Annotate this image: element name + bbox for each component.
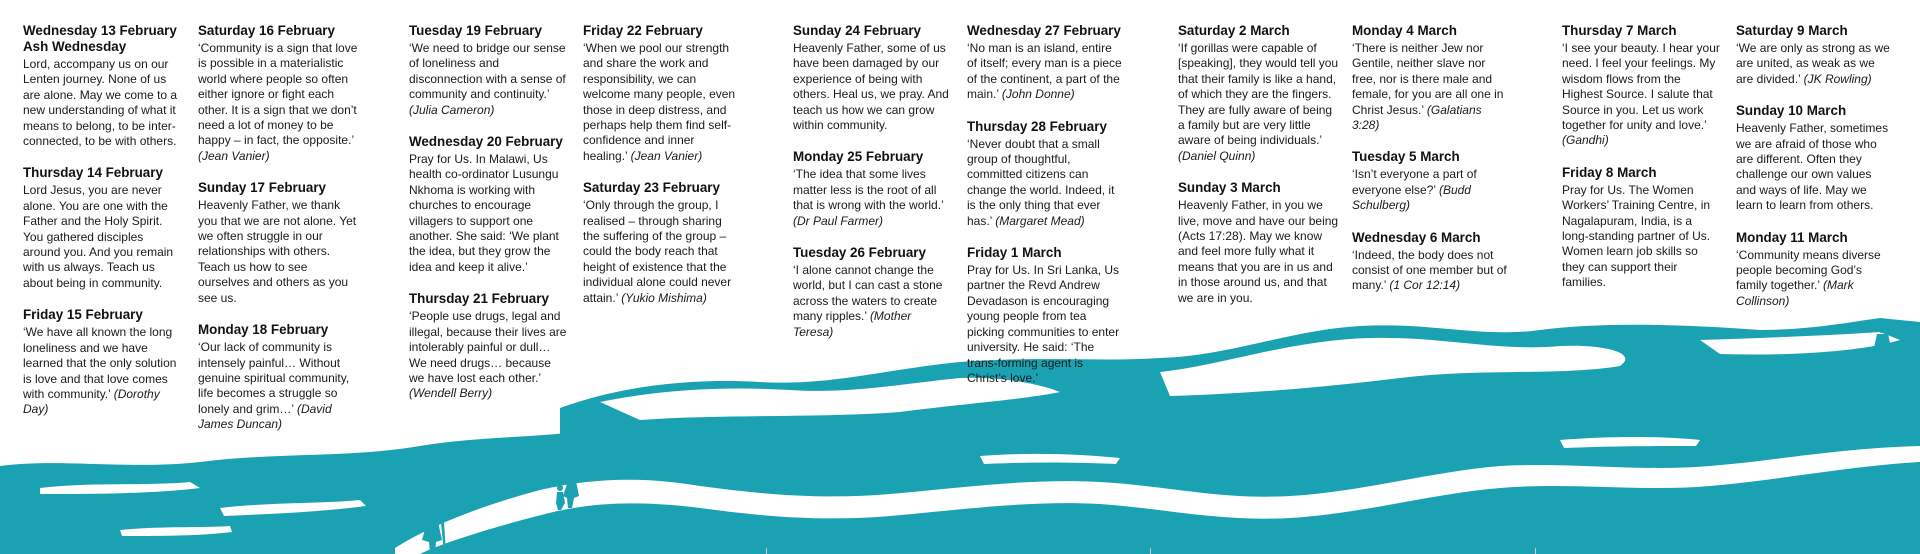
entry [793, 23, 953, 133]
entry [409, 291, 569, 401]
entry-source: (Budd Schulberg) [1352, 182, 1471, 213]
column-3 [409, 23, 569, 402]
entry [23, 23, 181, 149]
entry-text: ‘No man is an island, entire of itself; every man is a piece of the continent, a part of the main.’ (John Donne) [967, 41, 1122, 102]
entry [967, 245, 1125, 386]
entry-source: (Julia Cameron) [409, 102, 495, 117]
entry [1562, 23, 1722, 149]
column-5 [793, 23, 953, 340]
entry-date: Wednesday 20 February [409, 134, 563, 150]
entry-date: Wednesday 27 February [967, 23, 1121, 38]
entry-text: ‘We are only as strong as we are united, as weak as we are divided.’ (JK Rowling) [1736, 41, 1890, 86]
entry [583, 180, 739, 306]
entry-date: Sunday 10 March [1736, 103, 1847, 119]
entry-date: Tuesday 26 February [793, 245, 926, 261]
entry-date: Saturday 2 March [1178, 23, 1290, 38]
entry-date: Wednesday 13 February [23, 23, 177, 38]
entry [1352, 23, 1512, 133]
entry-date: Tuesday 19 February [409, 23, 542, 38]
entry-source: (Gandhi) [1562, 133, 1609, 148]
entry-date: Friday 8 March [1562, 164, 1657, 180]
entry-date: Thursday 7 March [1562, 23, 1677, 38]
entry-source: (David James Duncan) [198, 401, 332, 432]
entry-text: Heavenly Father, we thank you that we are not alone. Yet we often struggle in our relationships with others. Teach us how to see ourselves and others as you see us. [198, 198, 357, 305]
entry [967, 119, 1125, 229]
entry [198, 23, 360, 164]
entry-date: Tuesday 5 March [1352, 149, 1460, 165]
entry [23, 165, 181, 291]
entry-date: Thursday 14 February [23, 165, 163, 181]
entry-date: Thursday 28 February [967, 118, 1107, 134]
entry-source: (John Donne) [1001, 87, 1075, 102]
entry-date: Friday 1 March [967, 245, 1062, 261]
entry-date: Monday 11 March [1736, 229, 1848, 245]
entry-date: Friday 15 February [23, 307, 143, 323]
entry [1352, 230, 1512, 294]
entry-text: Lord Jesus, you are never alone. You are one with the Father and the Holy Spirit. You gathered disciples around you. And you remain with us always. Teach us about being in community. [23, 183, 174, 290]
entry [1178, 180, 1342, 306]
entry-date: Thursday 21 February [409, 291, 549, 307]
entry-text: ‘Community means diverse people becoming God’s family together.’ (Mark Collinson) [1736, 247, 1881, 308]
entry [793, 149, 953, 229]
entry [198, 322, 360, 432]
entry-text: ‘I see your beauty. I hear your need. I feel your feelings. My wisdom flows from the Highest Source. I salute that Source in you. Let us work together for unity and love.’ (Gandhi) [1562, 41, 1720, 148]
entry-source: (Margaret Mead) [995, 213, 1085, 228]
entry [23, 307, 181, 417]
entry [1178, 23, 1342, 164]
entry-source: (1 Cor 12:14) [1389, 278, 1461, 293]
entry-text: Heavenly Father, in you we live, move and have our being (Acts 17:28). May we know and feel more fully what it means that you are in us and in those around us, and that we are in you. [1178, 198, 1339, 305]
entry-source: (Yukio Mishima) [621, 290, 707, 305]
column-8 [1352, 23, 1512, 294]
entry-date: Wednesday 6 March [1352, 229, 1481, 245]
entry-date: Monday 4 March [1352, 23, 1457, 38]
entry [1736, 230, 1894, 310]
entry-text: Lord, accompany us on our Lenten journey. None of us are alone. May we come to a new understanding of what it means to belong, to be inter-connected, to be with others. [23, 57, 178, 149]
entry-date: Sunday 24 February [793, 23, 922, 38]
entry [198, 180, 360, 306]
entry-text: ‘If gorillas were capable of [speaking], they would tell you that their family is like a hand, of which they are the fingers. They are fully aware of being a family but are very little aware of being individuals.’ (Daniel Quinn) [1178, 41, 1339, 163]
entry-source: (Jean Vanier) [198, 148, 270, 163]
entry-source: (JK Rowling) [1803, 71, 1872, 86]
entry [793, 245, 953, 340]
entry-text: ‘Isn’t everyone a part of everyone else?’ (Budd Schulberg) [1352, 167, 1477, 213]
entry-text: ‘When we pool our strength and share the work and responsibility, we can welcome many people, even those in deep distress, and perhaps help them find self-confidence and inner healing.’ (Jean Vanier) [583, 41, 736, 163]
entry-date: Sunday 17 February [198, 180, 327, 196]
entry-text: ‘Our lack of community is intensely painful… Without genuine spiritual community, life becomes a struggle so lonely and grim…’ (David James Duncan) [198, 340, 350, 432]
entry-date: Saturday 9 March [1736, 23, 1848, 38]
entry-source: (Dr Paul Farmer) [793, 213, 884, 228]
entry-text: ‘People use drugs, legal and illegal, because their lives are intolerably painful or dull… We need drugs… because we have lost each other.’ (Wendell Berry) [409, 309, 567, 401]
entry-date: Monday 18 February [198, 322, 329, 338]
entry-text: ‘I alone cannot change the world, but I can cast a stone across the waters to create many ripples.’ (Mother Teresa) [793, 263, 943, 339]
entry-text: ‘Never doubt that a small group of thoughtful, committed citizens can change the world. Indeed, it is the only thing that ever has.’ (Margaret Mead) [967, 136, 1115, 228]
entry-text: ‘Indeed, the body does not consist of one member but of many.’ (1 Cor 12:14) [1352, 247, 1507, 293]
entry-text: Pray for Us. The Women Workers’ Training Centre, in Nagalapuram, India, is a long-standing partner of Us. Women learn job skills so they can support their families. [1562, 182, 1711, 290]
entry-text: Pray for Us. In Malawi, Us health co-ordinator Lusungu Nkhoma is working with churches to encourage villagers to support one another. She said: ‘We plant the idea, but they grow the idea and keep it alive.’ [409, 152, 559, 274]
column-4 [583, 23, 739, 306]
column-1 [23, 23, 181, 418]
entry [1736, 103, 1894, 213]
entry-text: Heavenly Father, some of us have been damaged by our experience of being with others. Heal us, we pray. And teach us how we can grow within community. [793, 41, 949, 133]
entry-text: ‘Only through the group, I realised – through sharing the suffering of the group – could the body reach that height of existence that the individual alone could never attain.’ (Yukio Mishima) [583, 198, 732, 305]
entry-source: (Wendell Berry) [409, 386, 493, 401]
entry-text: ‘Community is a sign that love is possible in a materialistic world where people so often either ignore or fight each other. It is a sign that we don’t need a lot of money to be happy – in fact, the opposite.’ (Jean Vanier) [198, 41, 358, 163]
entry-subtitle: Ash Wednesday [23, 39, 127, 54]
entry-source: (Jean Vanier) [630, 148, 703, 163]
entry-date: Friday 22 February [583, 23, 703, 38]
entry-source: (Daniel Quinn) [1178, 148, 1256, 163]
entry-text: Pray for Us. In Sri Lanka, Us partner the Revd Andrew Devadason is encouraging young people from tea picking communities to enter university. He said: ‘The trans-forming agent is Christ’s love.’ [967, 263, 1120, 385]
column-9 [1562, 23, 1722, 291]
column-2 [198, 23, 360, 433]
entry [409, 23, 569, 118]
entry-date: Sunday 3 March [1178, 180, 1281, 196]
column-6 [967, 23, 1125, 386]
entry-date: Monday 25 February [793, 149, 924, 165]
entry-text: ‘The idea that some lives matter less is the root of all that is wrong with the world.’ (Dr Paul Farmer) [793, 167, 944, 228]
entry-text: ‘There is neither Jew nor Gentile, neither slave nor free, nor is there male and female, for you are all one in Christ Jesus.’ (Galatians 3:28) [1352, 41, 1504, 133]
entry-source: (Galatians 3:28) [1352, 102, 1482, 133]
entry-date: Saturday 23 February [583, 180, 720, 196]
entry-source: (Mother Teresa) [793, 309, 912, 339]
entry-text: Heavenly Father, sometimes we are afraid of those who are different. Often they challenge our own values and ways of life. May we learn to learn from others. [1736, 121, 1889, 213]
entry [409, 134, 569, 275]
entry [583, 23, 739, 164]
entry-source: (Mark Collinson) [1736, 278, 1854, 308]
column-10 [1736, 23, 1894, 309]
entry [967, 23, 1125, 103]
entry-text: ‘We need to bridge our sense of loneliness and disconnection with a sense of community and continuity.’ (Julia Cameron) [409, 41, 566, 117]
entry-text: ‘We have all known the long loneliness and we have learned that the only solution is love and that love comes with community.’ (Dorothy Day) [23, 325, 177, 417]
column-7 [1178, 23, 1342, 306]
entry [1736, 23, 1894, 87]
entry-source: (Dorothy Day) [23, 386, 160, 417]
entry-date: Saturday 16 February [198, 23, 335, 38]
entry [1562, 165, 1722, 291]
entry [1352, 149, 1512, 213]
